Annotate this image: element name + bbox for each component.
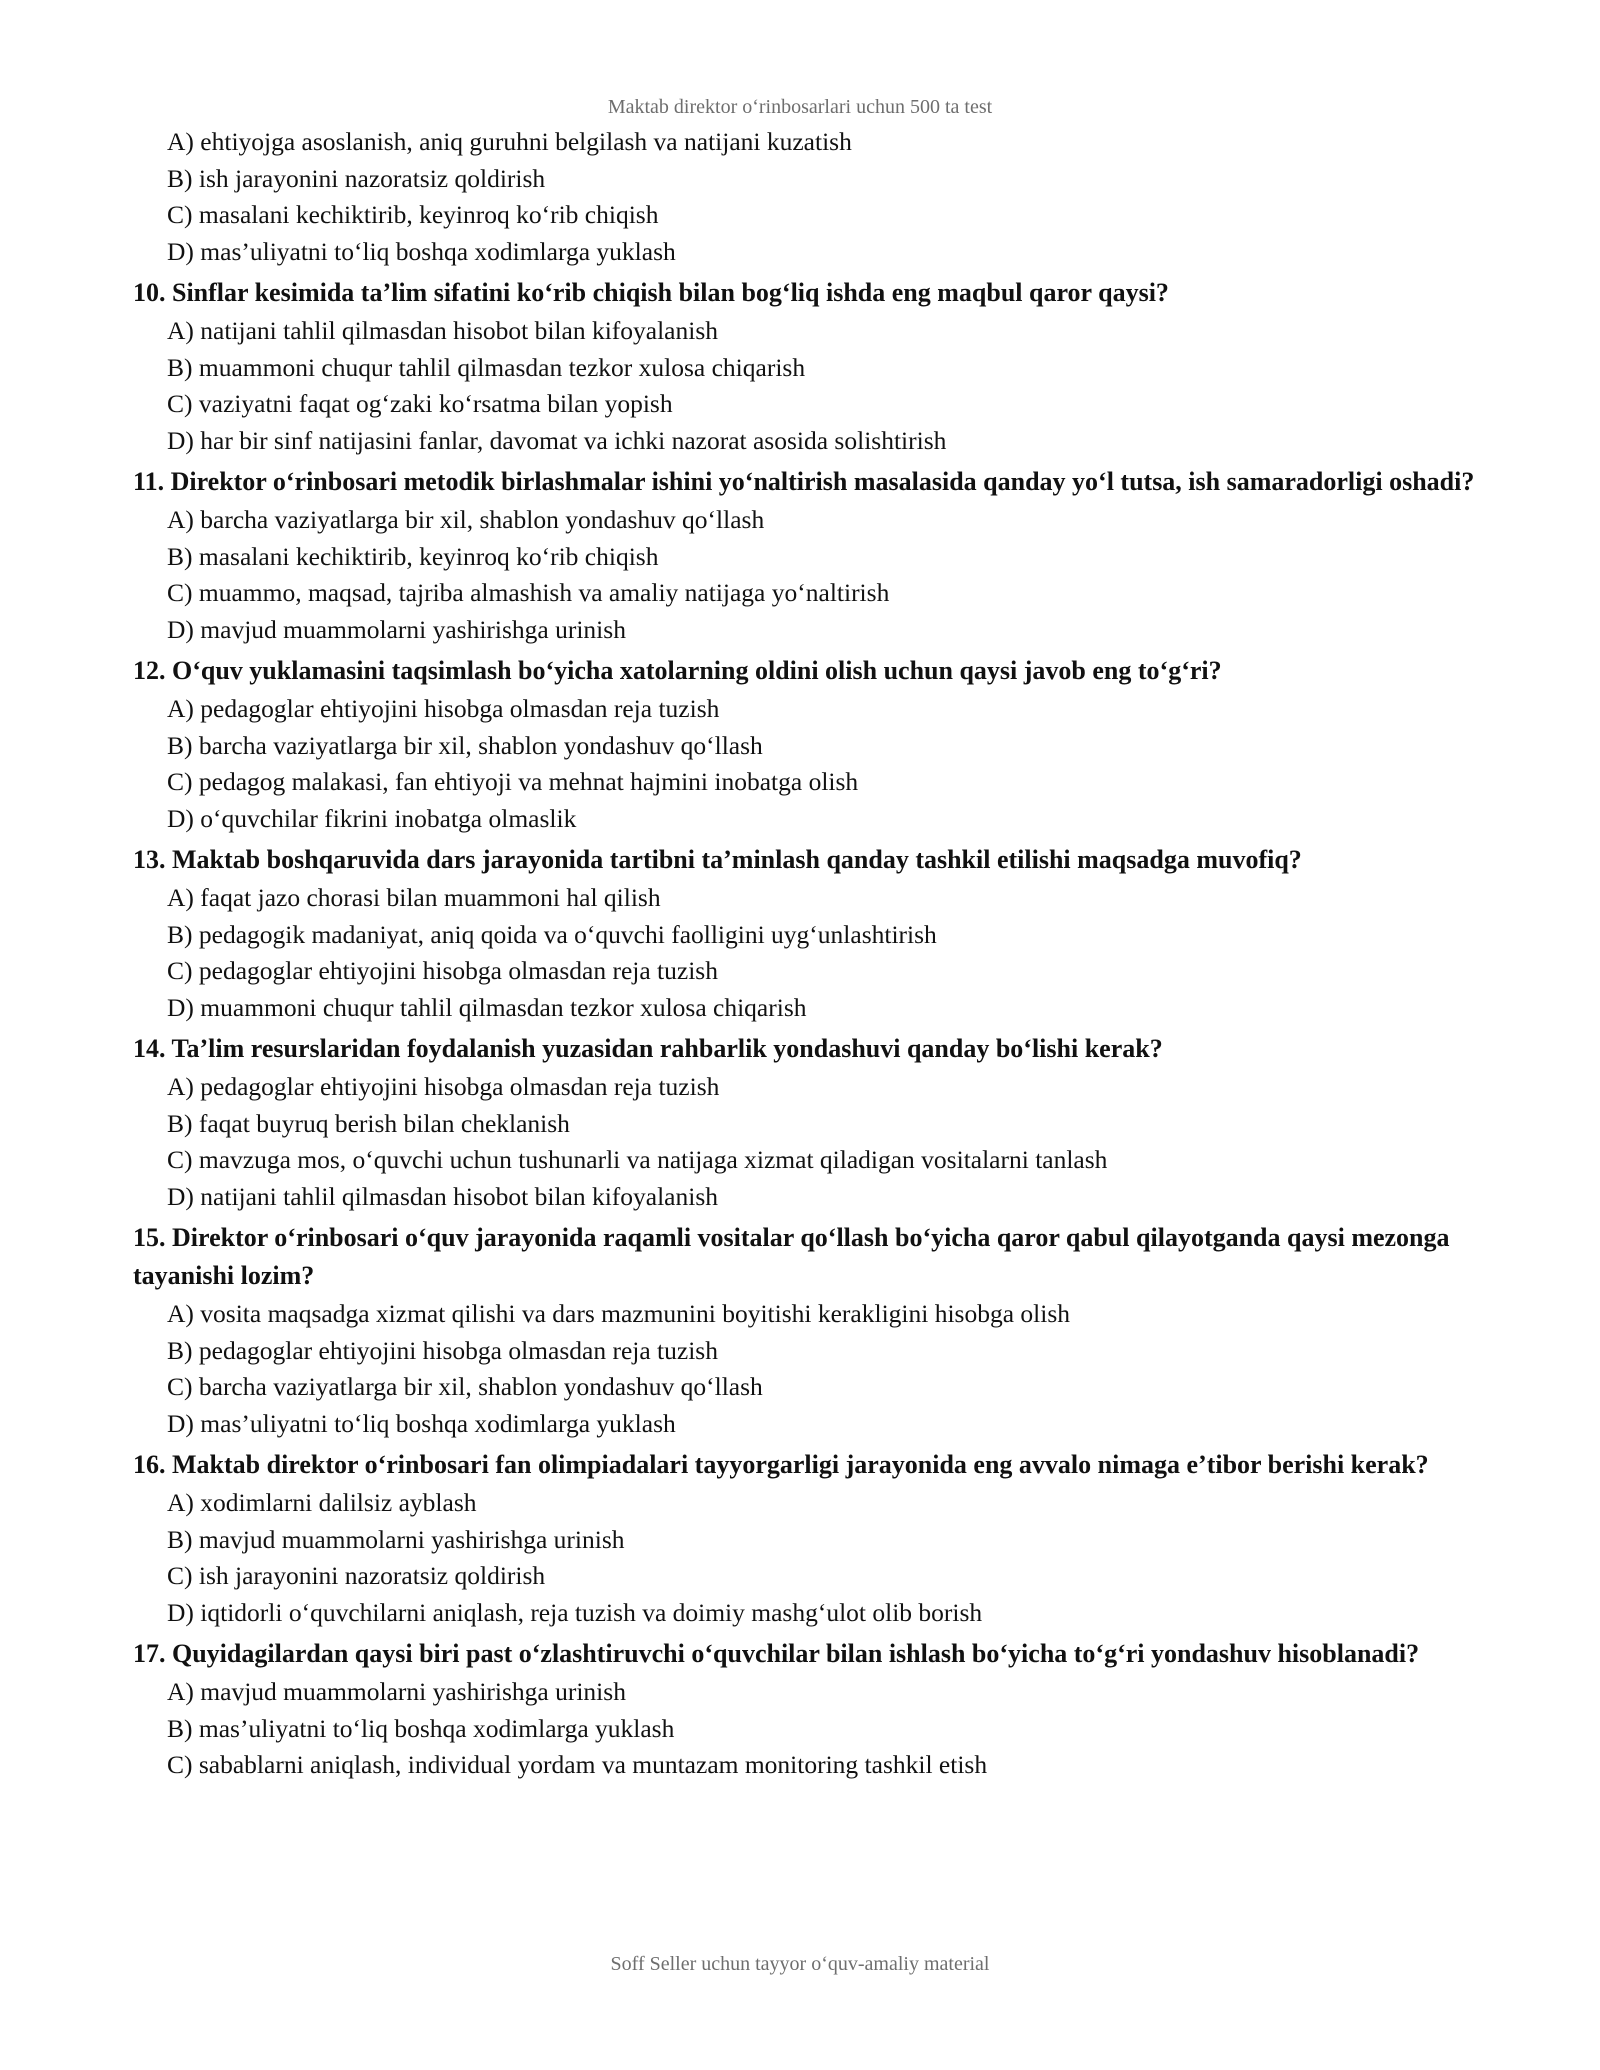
leading-options xyxy=(133,124,1488,270)
question-block xyxy=(133,1219,1488,1442)
option-text: mas’uliyatni to‘liq boshqa xodimlarga yuklash xyxy=(200,1408,676,1438)
question-block xyxy=(133,1030,1488,1215)
option-text: pedagoglar ehtiyojini hisobga olmasdan reja tuzish xyxy=(200,694,720,723)
answer-option xyxy=(133,728,1488,765)
answer-option xyxy=(133,386,1488,423)
answer-option xyxy=(133,691,1488,728)
option-letter: B) xyxy=(167,730,193,760)
option-text: mas’uliyatni to‘liq boshqa xodimlarga yuklash xyxy=(200,236,676,266)
option-letter: D) xyxy=(167,992,194,1022)
answer-option xyxy=(133,423,1488,460)
question-text xyxy=(133,1219,1488,1295)
question-text xyxy=(133,1030,1488,1068)
question-number: 11. xyxy=(133,467,165,496)
option-text: mas’uliyatni to‘liq boshqa xodimlarga yuklash xyxy=(198,1713,675,1743)
question-block xyxy=(133,274,1488,459)
option-letter: A) xyxy=(167,1299,194,1328)
option-text: har bir sinf natijasini fanlar, davomat va ichki nazorat asosida solishtirish xyxy=(200,425,947,455)
question-body: Maktab direktor o‘rinbosari fan olimpiadalari tayyorgarligi jarayonida eng avvalo nimaga e’tibor berishi kerak? xyxy=(172,1450,1429,1479)
option-text: muammoni chuqur tahlil qilmasdan tezkor xulosa chiqarish xyxy=(198,352,806,382)
option-text: faqat buyruq berish bilan cheklanish xyxy=(198,1108,570,1138)
answer-option xyxy=(133,1296,1488,1333)
question-body: Sinflar kesimida ta’lim sifatini ko‘rib chiqish bilan bog‘liq ishda eng maqbul qaror qaysi? xyxy=(172,278,1169,307)
option-letter: B) xyxy=(167,541,193,571)
answer-option xyxy=(133,764,1488,801)
answer-option xyxy=(133,1595,1488,1632)
answer-option xyxy=(133,1106,1488,1143)
test-content xyxy=(133,124,1488,1784)
answer-option xyxy=(133,1558,1488,1595)
answer-option xyxy=(133,1069,1488,1106)
option-text: mavjud muammolarni yashirishga urinish xyxy=(198,1524,625,1554)
answer-option xyxy=(133,197,1488,234)
option-text: barcha vaziyatlarga bir xil, shablon yondashuv qo‘llash xyxy=(200,505,765,534)
answer-option xyxy=(133,1747,1488,1784)
option-text: sabablarni aniqlash, individual yordam va muntazam monitoring tashkil etish xyxy=(198,1750,988,1779)
option-text: pedagogik madaniyat, aniq qoida va o‘quvchi faolligini uyg‘unlashtirish xyxy=(198,919,937,949)
answer-option xyxy=(133,1522,1488,1559)
question-block xyxy=(133,463,1488,648)
question-text xyxy=(133,463,1488,501)
question-number: 14. xyxy=(133,1034,166,1063)
answer-option xyxy=(133,539,1488,576)
option-text: iqtidorli o‘quvchilarni aniqlash, reja tuzish va doimiy mashg‘ulot olib borish xyxy=(200,1597,983,1627)
question-body: Maktab boshqaruvida dars jarayonida tartibni ta’minlash qanday tashkil etilishi maqsadga muvofiq? xyxy=(172,845,1302,874)
option-text: pedagoglar ehtiyojini hisobga olmasdan reja tuzish xyxy=(198,956,718,985)
question-block xyxy=(133,841,1488,1026)
question-number: 13. xyxy=(133,845,166,874)
option-text: o‘quvchilar fikrini inobatga olmaslik xyxy=(200,803,577,833)
question-text xyxy=(133,1446,1488,1484)
question-body: Quyidagilardan qaysi biri past o‘zlashtiruvchi o‘quvchilar bilan ishlash bo‘yicha to‘g‘ri yondashuv hisoblanadi? xyxy=(172,1639,1420,1668)
option-text: muammoni chuqur tahlil qilmasdan tezkor xulosa chiqarish xyxy=(200,992,807,1022)
option-letter: A) xyxy=(167,127,194,156)
answer-option xyxy=(133,124,1488,161)
option-text: mavjud muammolarni yashirishga urinish xyxy=(200,1677,626,1706)
answer-option xyxy=(133,313,1488,350)
answer-option xyxy=(133,801,1488,838)
question-list xyxy=(133,274,1488,1784)
option-text: barcha vaziyatlarga bir xil, shablon yondashuv qo‘llash xyxy=(198,730,763,760)
option-letter: C) xyxy=(167,1372,193,1401)
answer-option xyxy=(133,1406,1488,1443)
answer-option xyxy=(133,953,1488,990)
answer-option xyxy=(133,502,1488,539)
option-letter: B) xyxy=(167,1713,193,1743)
option-text: mavzuga mos, o‘quvchi uchun tushunarli va natijaga xizmat qiladigan vositalarni tanlash xyxy=(198,1145,1108,1174)
option-text: barcha vaziyatlarga bir xil, shablon yondashuv qo‘llash xyxy=(198,1372,763,1401)
option-letter: A) xyxy=(167,1488,194,1517)
answer-option xyxy=(133,350,1488,387)
question-block xyxy=(133,1635,1488,1784)
answer-option xyxy=(133,1711,1488,1748)
answer-option xyxy=(133,1485,1488,1522)
option-letter: A) xyxy=(167,1072,194,1101)
option-letter: A) xyxy=(167,883,194,912)
answer-option xyxy=(133,575,1488,612)
option-letter: D) xyxy=(167,236,194,266)
question-body: O‘quv yuklamasini taqsimlash bo‘yicha xatolarning oldini olish uchun qaysi javob eng to‘g‘ri? xyxy=(172,656,1222,685)
answer-option xyxy=(133,1142,1488,1179)
option-text: pedagog malakasi, fan ehtiyoji va mehnat hajmini inobatga olish xyxy=(198,767,859,796)
option-text: ish jarayonini nazoratsiz qoldirish xyxy=(198,163,546,193)
option-letter: B) xyxy=(167,163,193,193)
option-text: natijani tahlil qilmasdan hisobot bilan kifoyalanish xyxy=(200,1181,719,1211)
option-letter: C) xyxy=(167,1750,193,1779)
question-number: 12. xyxy=(133,656,166,685)
answer-option xyxy=(133,917,1488,954)
option-text: faqat jazo chorasi bilan muammoni hal qilish xyxy=(200,883,661,912)
option-letter: C) xyxy=(167,1561,193,1590)
option-letter: B) xyxy=(167,352,193,382)
option-letter: C) xyxy=(167,956,193,985)
question-text xyxy=(133,841,1488,879)
question-body: Direktor o‘rinbosari o‘quv jarayonida raqamli vositalar qo‘llash bo‘yicha qaror qabul qilayotganda qaysi mezonga tayanishi lozim? xyxy=(133,1223,1450,1290)
option-text: ish jarayonini nazoratsiz qoldirish xyxy=(198,1561,546,1590)
option-letter: B) xyxy=(167,1335,193,1365)
answer-option xyxy=(133,1333,1488,1370)
option-letter: C) xyxy=(167,200,193,229)
option-letter: B) xyxy=(167,1108,193,1138)
question-number: 16. xyxy=(133,1450,166,1479)
answer-option xyxy=(133,234,1488,271)
option-text: natijani tahlil qilmasdan hisobot bilan kifoyalanish xyxy=(200,316,719,345)
option-letter: A) xyxy=(167,1677,194,1706)
option-letter: D) xyxy=(167,803,194,833)
option-letter: A) xyxy=(167,505,194,534)
question-text xyxy=(133,652,1488,690)
option-text: mavjud muammolarni yashirishga urinish xyxy=(200,614,626,644)
question-body: Ta’lim resurslaridan foydalanish yuzasidan rahbarlik yondashuvi qanday bo‘lishi kerak? xyxy=(171,1034,1163,1063)
option-letter: D) xyxy=(167,1408,194,1438)
option-text: xodimlarni dalilsiz ayblash xyxy=(200,1488,477,1517)
option-letter: A) xyxy=(167,316,194,345)
option-letter: C) xyxy=(167,1145,193,1174)
page-header: Maktab direktor o‘rinbosarlari uchun 500 ta test xyxy=(607,96,993,118)
option-letter: C) xyxy=(167,389,193,418)
option-text: masalani kechiktirib, keyinroq ko‘rib chiqish xyxy=(198,200,659,229)
question-number: 10. xyxy=(133,278,166,307)
option-letter: C) xyxy=(167,578,193,607)
answer-option xyxy=(133,612,1488,649)
question-number: 15. xyxy=(133,1223,166,1252)
option-text: muammo, maqsad, tajriba almashish va amaliy natijaga yo‘naltirish xyxy=(198,578,890,607)
answer-option xyxy=(133,1179,1488,1216)
answer-option xyxy=(133,1674,1488,1711)
option-letter: D) xyxy=(167,1597,194,1627)
question-body: Direktor o‘rinbosari metodik birlashmalar ishini yo‘naltirish masalasida qanday yo‘l tutsa, ish samaradorligi oshadi? xyxy=(170,467,1475,496)
option-text: vaziyatni faqat og‘zaki ko‘rsatma bilan yopish xyxy=(198,389,673,418)
option-letter: B) xyxy=(167,919,193,949)
answer-option xyxy=(133,161,1488,198)
option-text: masalani kechiktirib, keyinroq ko‘rib chiqish xyxy=(198,541,659,571)
option-letter: D) xyxy=(167,614,194,644)
question-text xyxy=(133,1635,1488,1673)
answer-option xyxy=(133,990,1488,1027)
option-text: ehtiyojga asoslanish, aniq guruhni belgilash va natijani kuzatish xyxy=(200,127,852,156)
page-footer: Soff Seller uchun tayyor o‘quv-amaliy material xyxy=(610,1953,990,1975)
question-block xyxy=(133,652,1488,837)
option-letter: D) xyxy=(167,1181,194,1211)
question-text xyxy=(133,274,1488,312)
answer-option xyxy=(133,1369,1488,1406)
option-text: vosita maqsadga xizmat qilishi va dars mazmunini boyitishi kerakligini hisobga olish xyxy=(200,1299,1070,1328)
question-block xyxy=(133,1446,1488,1631)
option-letter: A) xyxy=(167,694,194,723)
option-letter: B) xyxy=(167,1524,193,1554)
option-letter: C) xyxy=(167,767,193,796)
option-text: pedagoglar ehtiyojini hisobga olmasdan reja tuzish xyxy=(198,1335,718,1365)
answer-option xyxy=(133,880,1488,917)
option-text: pedagoglar ehtiyojini hisobga olmasdan reja tuzish xyxy=(200,1072,720,1101)
question-number: 17. xyxy=(133,1639,166,1668)
option-letter: D) xyxy=(167,425,194,455)
